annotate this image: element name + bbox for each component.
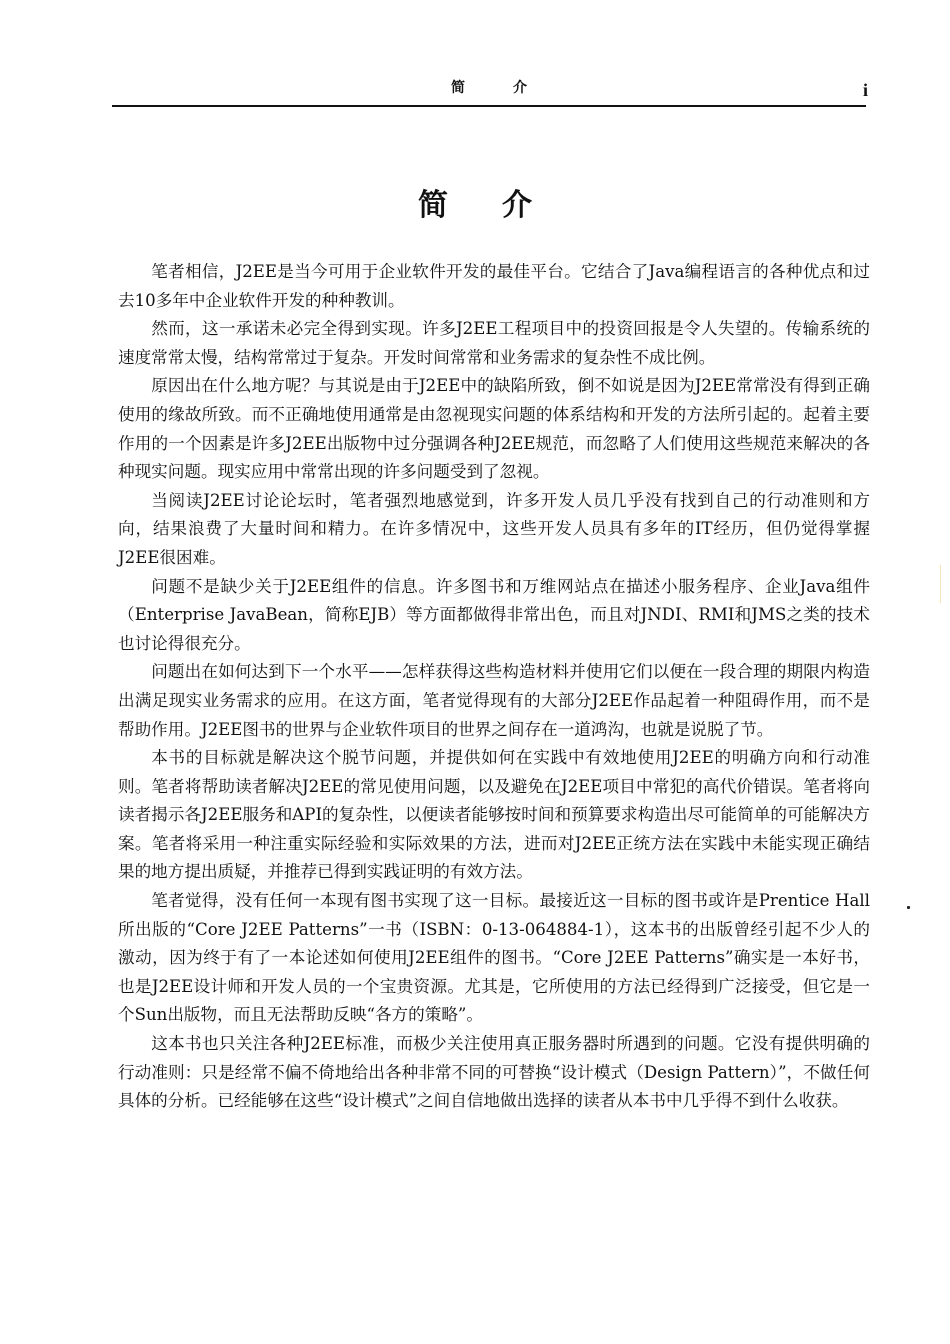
scan-artifact-line [940,565,941,603]
running-head [112,78,866,100]
paragraph: 原因出在什么地方呢？与其说是由于J2EE中的缺陷所致，倒不如说是因为J2EE常常没有得到正确使用的缘故所致。而不正确地使用通常是由忽视现实问题的体系结构和开发的方法所引起的。起着主要作用的一个因素是许多J2EE出版物中过分强调各种J2EE规范，而忽略了人们使用这些规范来解决的各种现实问题。现实应用中常常出现的许多问题受到了忽视。 [118,376,870,482]
paragraph: 当阅读J2EE讨论论坛时，笔者强烈地感觉到，许多开发人员几乎没有找到自己的行动准则和方向，结果浪费了大量时间和精力。在许多情况中，这些开发人员具有多年的IT经历，但仍觉得掌握J2EE很困难。 [118,490,870,567]
header-rule [112,105,866,107]
paragraph: 这本书也只关注各种J2EE标准，而极少关注使用真正服务器时所遇到的问题。它没有提供明确的行动准则：只是经常不偏不倚地给出各种非常不同的可替换“设计模式（Design Pattern）”，不做任何具体的分析。已经能够在这些“设计模式”之间自信地做出选择的读者从本书中几乎得不到什么收获。 [118,1034,870,1111]
paragraph: 问题出在如何达到下一个水平——怎样获得这些构造材料并使用它们以便在一段合理的期限内构造出满足现实业务需求的应用。在这方面，笔者觉得现有的大部分J2EE作品起着一种阻碍作用，而不是帮助作用。J2EE图书的世界与企业软件项目的世界之间存在一道鸿沟，也就是说脱了节。 [118,662,870,739]
scan-artifact-dot [907,906,910,909]
paragraph: 笔者相信，J2EE是当今可用于企业软件开发的最佳平台。它结合了Java编程语言的各种优点和过去10多年中企业软件开发的种种教训。 [118,262,870,310]
chapter-title: 简介 [418,188,586,223]
paragraph: 然而，这一承诺未必完全得到实现。许多J2EE工程项目中的投资回报是令人失望的。传输系统的速度常常太慢，结构常常过于复杂。开发时间常常和业务需求的复杂性不成比例。 [118,319,870,367]
running-head-title: 简介 [451,80,575,96]
page-number: i [862,80,868,100]
paragraph: 笔者觉得，没有任何一本现有图书实现了这一目标。最接近这一目标的图书或许是Prentice Hall所出版的“Core J2EE Patterns”一书（ISBN：0-13-064884-1），这本书的出版曾经引起不少人的激动，因为终于有了一本论述如何使用J2EE组件的图书。“Core J2EE Patterns”确实是一本好书，也是J2EE设计师和开发人员的一个宝贵资源。尤其是，它所使用的方法已经得到广泛接受，但它是一个Sun出版物，而且无法帮助反映“各方的策略”。 [118,891,870,1025]
paragraph: 本书的目标就是解决这个脱节问题，并提供如何在实践中有效地使用J2EE的明确方向和行动准则。笔者将帮助读者解决J2EE的常见使用问题，以及避免在J2EE项目中常犯的高代价错误。笔者将向读者揭示各J2EE服务和API的复杂性，以便读者能够按时间和预算要求构造出尽可能简单的可能解决方案。笔者将采用一种注重实际经验和实际效果的方法，进而对J2EE正统方法在实践中未能实现正确结果的地方提出质疑，并推荐已得到实践证明的有效方法。 [118,748,870,882]
body-text [118,258,870,1116]
paragraph: 问题不是缺少关于J2EE组件的信息。许多图书和万维网站点在描述小服务程序、企业Java组件（Enterprise JavaBean，简称EJB）等方面都做得非常出色，而且对JNDI、RMI和JMS之类的技术也讨论得很充分。 [118,576,870,653]
